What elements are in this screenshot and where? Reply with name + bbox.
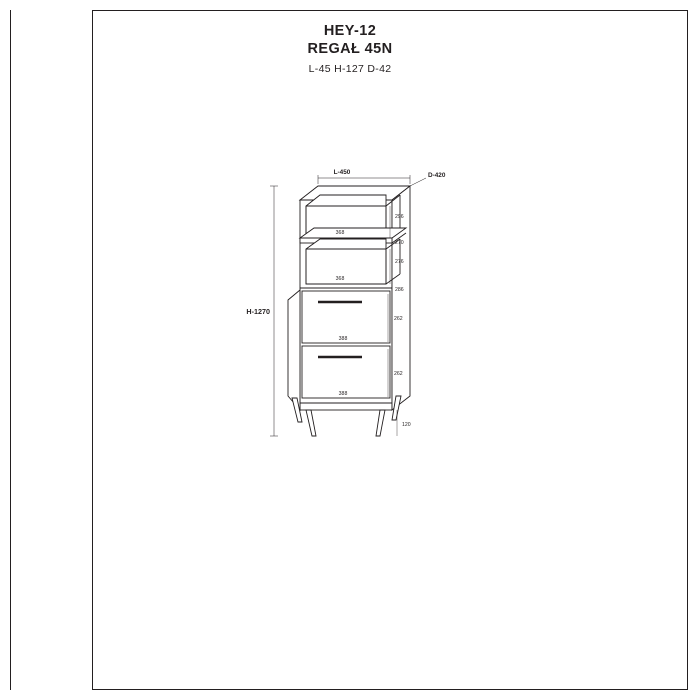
dim-leader-depth [410,178,426,186]
label-shelf-thickness: 270 [395,240,404,246]
product-dimensions-summary: L-45 H-127 D-42 [308,63,392,75]
furniture-svg [240,160,470,460]
label-drawer1-height: 262 [394,316,403,322]
label-shelf1-width: 368 [335,230,345,236]
label-shelf2-depth: 286 [395,287,404,293]
label-height-left: H-1270 [246,307,270,316]
product-code: HEY-12 [323,23,377,39]
cabinet-left-side-panel [288,290,300,410]
label-shelf1-height: 296 [395,214,404,220]
middle-compartment-interior [306,239,386,284]
leg-front-right [376,410,385,436]
label-width-top: L-450 [333,169,351,176]
label-shelf2-width: 368 [335,276,345,282]
sheet-left-margin-line [10,10,92,690]
label-leg-height: 120 [402,422,411,428]
label-drawer1-width: 388 [338,336,348,342]
title-block [0,22,700,77]
furniture-drawing [240,160,470,460]
product-name: REGAŁ 45N [307,41,393,57]
label-depth-top-right: D-420 [428,172,446,179]
leg-front-left [306,410,316,436]
label-drawer2-height: 262 [394,371,403,377]
label-shelf2-height: 276 [395,259,404,265]
label-drawer2-width: 388 [338,391,348,397]
